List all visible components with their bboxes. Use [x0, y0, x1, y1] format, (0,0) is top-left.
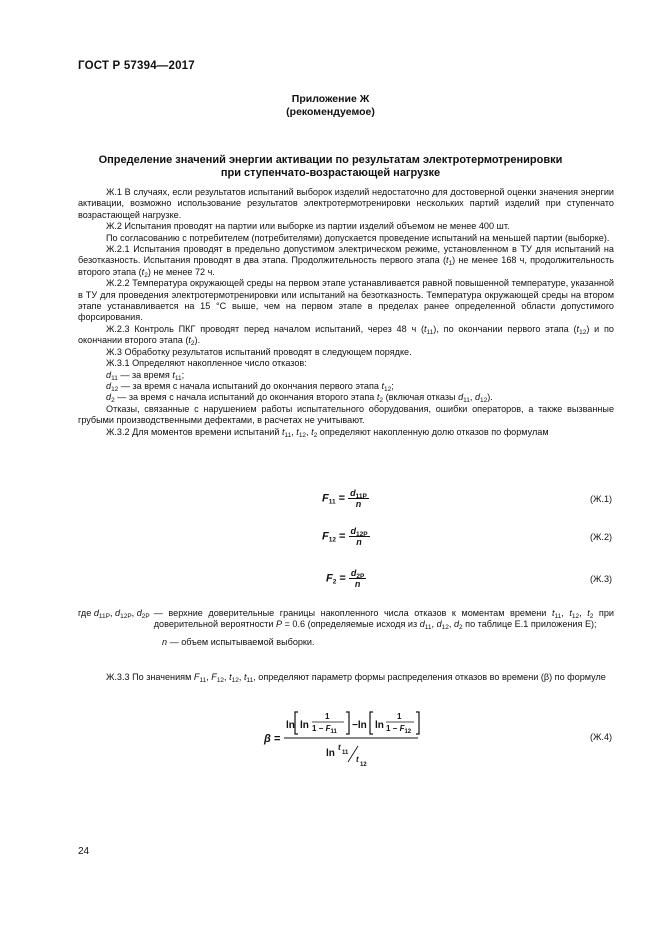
equation-number-2: (Ж.2) — [590, 532, 613, 542]
appendix-title: Приложение Ж — [291, 93, 370, 105]
svg-text:1: 1 — [397, 712, 402, 721]
svg-text:12: 12 — [360, 762, 367, 768]
svg-text:ln: ln — [375, 720, 384, 731]
section-title: Определение значений энергии активации по результатам электротермотренировки при ступенчато-возрастающей нагрузке — [98, 154, 563, 179]
where-block: где $d_{11P}$, $d_{12P}$, $d_{2P}$ — верхние доверительные границы накопленного числа отказов к моментам времени $t_{11}$, $t_{12}$, $t_2$ при доверительной вероятности P = 0.6 (определяемые исходя из $d_{11}$, $d_{12}$, $d_2$ по таблице Е.1 приложения Е); n — объем испытываемой выборки. — [78, 608, 614, 647]
paragraph-zh3: Ж.3 Обработку результатов испытаний проводят в следующем порядке. — [106, 346, 412, 357]
paragraph-zh31: Ж.3.1 Определяют накопленное число отказов: — [106, 358, 307, 369]
list-item-d2: $d_2$ — за время с начала испытаний до окончания второго этапа $t_2$ (включая отказы $d_{11}$, $d_{12}$). — [106, 392, 493, 405]
paragraph-agreement: По согласованию с потребителем (потребителями) допускается проведение испытаний на меньшей партии (выборке). — [106, 232, 610, 243]
svg-text:−ln: −ln — [352, 720, 367, 731]
equation-number-4: (Ж.4) — [590, 732, 613, 742]
equation-number-1: (Ж.1) — [590, 494, 613, 504]
appendix-heading — [0, 93, 661, 119]
paragraph-zh33: Ж.3.3 По значениям $F_{11}$, $F_{12}$, $t_{12}$, $t_{11}$, определяют параметр формы распределения отказов во времени (β) по формуле — [106, 672, 606, 684]
formula-zh2: $F_{12}$ = $\frac{d_{12P}}{n}$ — [322, 526, 368, 547]
paragraph-zh2: Ж.2 Испытания проводят на партии или выборке из партии изделий объемом не менее 400 шт. — [106, 221, 510, 232]
body-text — [78, 187, 614, 438]
svg-text:t: t — [338, 743, 341, 752]
paragraph-zh21: Ж.2.1 Испытания проводят в предельно допустимом электрическом режиме, установленном в ТУ для испытаний на безотказность. Испытания проводят в два этапа. Продолжительность первого этапа $(t_1)$ не менее 168 ч, продолжительность второго этапа $(t_2)$ не менее 72 ч. — [78, 244, 614, 279]
svg-text:=: = — [274, 733, 281, 745]
formula-zh3: $F_2$ = $\frac{d_{2P}}{n}$ — [326, 568, 365, 589]
formula-zh1: $F_{11}$ = $\frac{d_{11P}}{n}$ — [322, 488, 367, 509]
document-header: ГОСТ Р 57394—2017 — [78, 60, 195, 72]
paragraph-zh32: Ж.3.2 Для моментов времени испытаний $t_{11}$, $t_{12}$, $t_2$ определяют накопленную долю отказов по формулам — [106, 426, 549, 439]
list-item-d12: $d_{12}$ — за время с начала испытаний до окончания первого этапа $t_{12}$; — [106, 380, 394, 393]
body-text-2 — [78, 672, 614, 683]
page-number: 24 — [78, 846, 90, 857]
svg-text:1 − F12: $1 - F_{12}$ — [386, 724, 412, 735]
svg-text:11: 11 — [342, 750, 349, 756]
where-n: n — объем испытываемой выборки. — [162, 636, 315, 647]
svg-text:t: t — [356, 755, 359, 764]
svg-text:β: β — [264, 733, 271, 745]
list-item-d11: $d_{11}$ — за время $t_{11}$; — [106, 369, 185, 382]
paragraph-zh22: Ж.2.2 Температура окружающей среды на первом этапе устанавливается равной повышенной температуре, указанной в ТУ для проведения электротермотренировки или испытаний на безотказность. Температура окружающей среды на втором этапе устанавливается на 15 °С выше, чем на первом этапе в пределах ранее определенной области допустимого форсирования. — [78, 278, 614, 323]
equation-number-3: (Ж.3) — [590, 574, 613, 584]
svg-text:1: 1 — [325, 712, 330, 721]
svg-text:1 − F11: $1 - F_{11}$ — [312, 724, 337, 735]
formula-zh4 — [262, 706, 422, 768]
svg-text:ln: ln — [286, 720, 295, 731]
paragraph-failures-excluded: Отказы, связанные с нарушением работы испытательного оборудования, ошибки операторов, а также вызванные грубыми производственными дефектами, в расчетах не учитывают. — [78, 403, 614, 426]
paragraph-zh23: Ж.2.3 Контроль ПКГ проводят перед началом испытаний, через 48 ч $(t_{11})$, по окончании первого этапа $(t_{12})$ и по окончании второго этапа $(t_2)$. — [78, 323, 614, 348]
svg-text:ln: ln — [326, 748, 335, 759]
svg-text:ln: ln — [300, 720, 309, 731]
appendix-status: (рекомендуемое) — [286, 106, 375, 118]
paragraph-zh1: Ж.1 В случаях, если результатов испытаний выборок изделий недостаточно для достоверной оценки значения энергии активации, возможно использование результатов электротермотренировки нескольких партий изделий при ступенчато возрастающей нагрузке. — [78, 187, 614, 220]
